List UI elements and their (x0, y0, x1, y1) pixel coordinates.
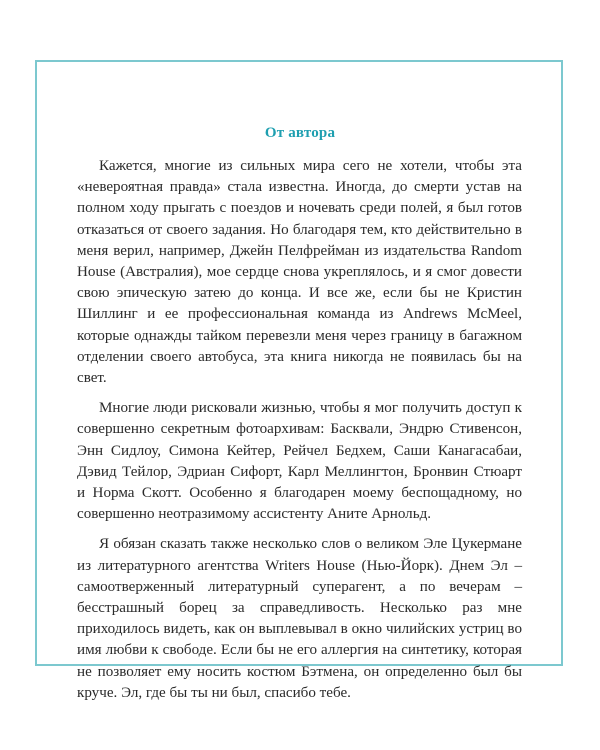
paragraph-1: Кажется, многие из сильных мира сего не хотели, чтобы эта «невероятная правда» стала известна. Иногда, до смерти устав на полном ходу прыгать с поездов и ночевать среди полей, я был готов отказаться от своего задания. Но благодаря тем, кто действительно в меня верил, например, Джейн Пелфрейман из издательства Random House (Австралия), мое сердце снова укреплялось, и я смог довести свою эпическую затею до конца. И все же, если бы не Кристин Шиллинг и ее профессиональная команда из Andrews McMeel, которые однажды тайком перевезли меня через границу в багажном отделении своего автобуса, эта книга никогда не появилась бы на свет. (77, 158, 522, 387)
paragraph-2: Многие люди рисковали жизнью, чтобы я мог получить доступ к совершенно секретным фотоархивам: Басквали, Эндрю Стивенсон, Энн Сидлоу, Симона Кейтер, Рейчел Бедхем, Саши Канагасабаи, Дэвид Тейлор, Эдриан Сифорт, Карл Меллингтон, Бронвин Стюарт и Норма Скотт. Особенно я благодарен моему беспощадному, но совершенно неотразимому ассистенту Аните Арнольд. (77, 400, 522, 523)
page-title: От автора (264, 125, 336, 141)
paragraph-3: Я обязан сказать также несколько слов о великом Эле Цукермане из литературного агентства Writers House (Нью-Йорк). Днем Эл – самоотверженный литературный суперагент, а по вечерам – бесстрашный борец за справедливость. Несколько раз мне приходилось видеть, как он выплевывал в окно чилийских устриц во имя любви к свободе. Если бы не его аллергия на синтетику, которая не позволяет ему носить костюм Бэтмена, он определенно был бы круче. Эл, где бы ты ни был, спасибо тебе. (77, 536, 522, 701)
body-text (77, 156, 522, 713)
